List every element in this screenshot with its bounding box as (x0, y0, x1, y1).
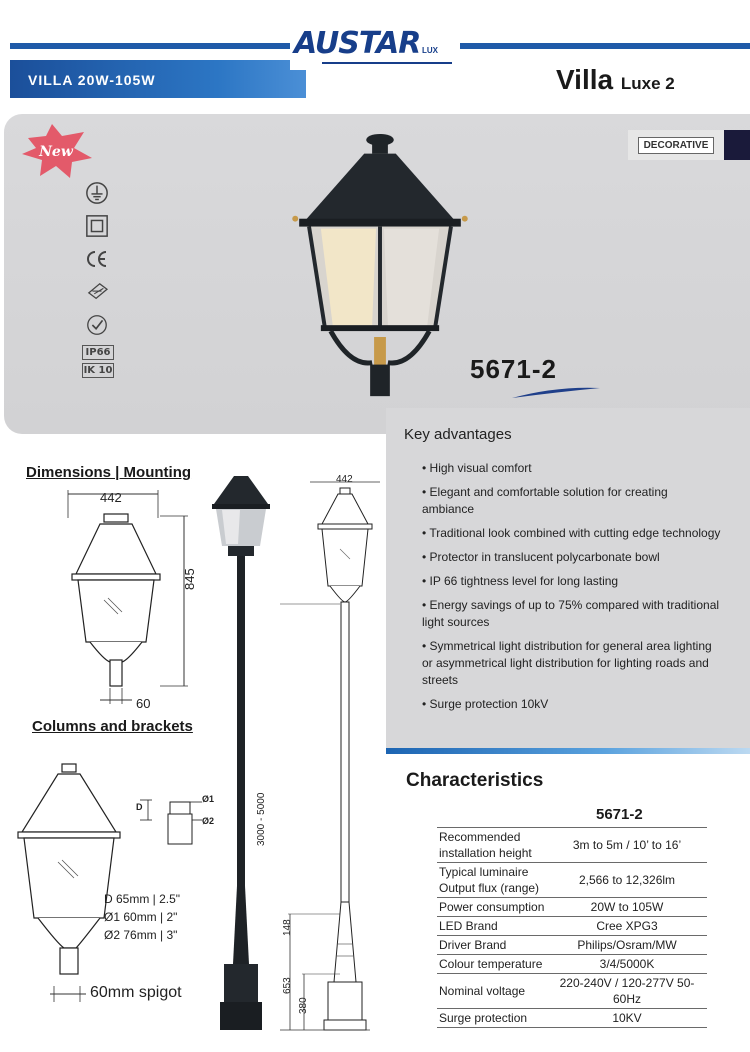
table-cell-value: 3/4/5000K (547, 955, 707, 974)
new-badge (22, 124, 92, 178)
base-height-b-label: 653 (282, 977, 293, 994)
brand-logo (290, 26, 460, 70)
new-badge-text: New (39, 144, 73, 160)
table-cell-key: Nominal voltage (437, 974, 547, 1009)
spigot-o2-label: Ø2 (202, 816, 215, 826)
spigot-spec-o1: Ø1 60mm | 2" (104, 910, 178, 924)
spigot-o1-label: Ø1 (202, 794, 215, 804)
list-item: • Surge protection 10kV (422, 697, 549, 711)
table-row (437, 863, 707, 898)
class-ii-icon (82, 213, 112, 239)
dim-spigot-label: 60 (136, 696, 151, 711)
table-cell-key: Colour temperature (437, 955, 547, 974)
column-lantern-drawing (14, 762, 124, 982)
spigot-size-label: 60mm spigot (90, 984, 182, 1001)
pole-height-label: 3000 - 5000 (256, 792, 267, 846)
product-title (556, 64, 675, 96)
brand-logo-text: AUSTAR (294, 26, 421, 61)
model-code: 5671-2 (470, 354, 557, 384)
product-variant: Luxe 2 (620, 74, 675, 93)
characteristics-title: Characteristics (406, 770, 544, 791)
table-row (437, 955, 707, 974)
page-header (0, 0, 750, 108)
table-cell-value: 20W to 105W (547, 898, 707, 917)
dim-height-label: 845 (182, 568, 197, 590)
key-advantages-list (422, 460, 722, 720)
dimension-drawing (60, 490, 200, 710)
table-row (437, 936, 707, 955)
table-cell-key: LED Brand (437, 917, 547, 936)
table-cell-key: Typical luminaire Output flux (range) (437, 863, 547, 898)
ce-mark-icon (82, 246, 112, 272)
dim-width-label: 442 (100, 490, 122, 505)
table-cell-value: Cree XPG3 (547, 917, 707, 936)
pole-width-label: 442 (336, 474, 353, 485)
key-advantages-title: Key advantages (404, 426, 512, 443)
ip-rating-badge: IP66 (82, 345, 114, 360)
table-cell-value: 2,566 to 12,326lm (547, 863, 707, 898)
product-name: Villa (556, 64, 614, 95)
base-height-c-label: 380 (298, 997, 309, 1014)
table-cell-key: Power consumption (437, 898, 547, 917)
table-row (437, 898, 707, 917)
list-item: • Traditional look combined with cutting edge technology (422, 526, 721, 540)
table-row (437, 974, 707, 1009)
list-item: • Energy savings of up to 75% compared with traditional light sources (422, 598, 720, 629)
spigot-d-label: D (136, 802, 143, 812)
list-item: • Symmetrical light distribution for general area lighting or asymmetrical light distribution for lighting roads and streets (422, 639, 712, 687)
list-item: • IP 66 tightness level for long lasting (422, 574, 619, 588)
list-item: • Elegant and comfortable solution for creating ambiance (422, 485, 668, 516)
spigot-width-arrow (50, 984, 90, 1004)
advantages-accent-bar (386, 748, 750, 754)
spigot-spec-d: D 65mm | 2.5" (104, 892, 181, 906)
table-cell-key: Recommended installation height (437, 828, 547, 863)
rohs-icon (82, 312, 112, 338)
brand-logo-underline (322, 62, 452, 64)
base-height-a-label: 148 (282, 919, 293, 936)
spigot-spec-o2: Ø2 76mm | 3" (104, 928, 178, 942)
characteristics-model: 5671-2 (596, 806, 643, 823)
spigot-spec-lines (104, 890, 180, 944)
list-item: • High visual comfort (422, 461, 532, 475)
header-subtitle: VILLA 20W-105W (28, 72, 156, 88)
list-item: • Protector in translucent polycarbonate bowl (422, 550, 660, 564)
category-badge-text: DECORATIVE (638, 137, 714, 154)
pole-photo (206, 474, 276, 1034)
brand-logo-suffix: LUX (422, 46, 438, 55)
table-cell-key: Surge protection (437, 1009, 547, 1028)
certification-icons (82, 180, 116, 381)
characteristics-table (437, 827, 707, 1028)
category-badge (628, 130, 750, 160)
table-cell-value: 3m to 5m / 10’ to 16’ (547, 828, 707, 863)
ik-rating-badge: IK 10 (83, 365, 113, 376)
model-swoosh (510, 384, 602, 400)
table-row (437, 917, 707, 936)
columns-title: Columns and brackets (32, 718, 193, 735)
table-cell-key: Driver Brand (437, 936, 547, 955)
product-photo (280, 130, 480, 406)
table-cell-value: Philips/Osram/MW (547, 936, 707, 955)
table-row (437, 828, 707, 863)
earth-icon (82, 180, 112, 206)
enec-icon (82, 279, 112, 305)
pole-drawing (280, 474, 390, 1034)
table-cell-value: 10KV (547, 1009, 707, 1028)
dimensions-title: Dimensions | Mounting (26, 464, 192, 481)
table-cell-value: 220-240V / 120-277V 50-60Hz (547, 974, 707, 1009)
table-row (437, 1009, 707, 1028)
